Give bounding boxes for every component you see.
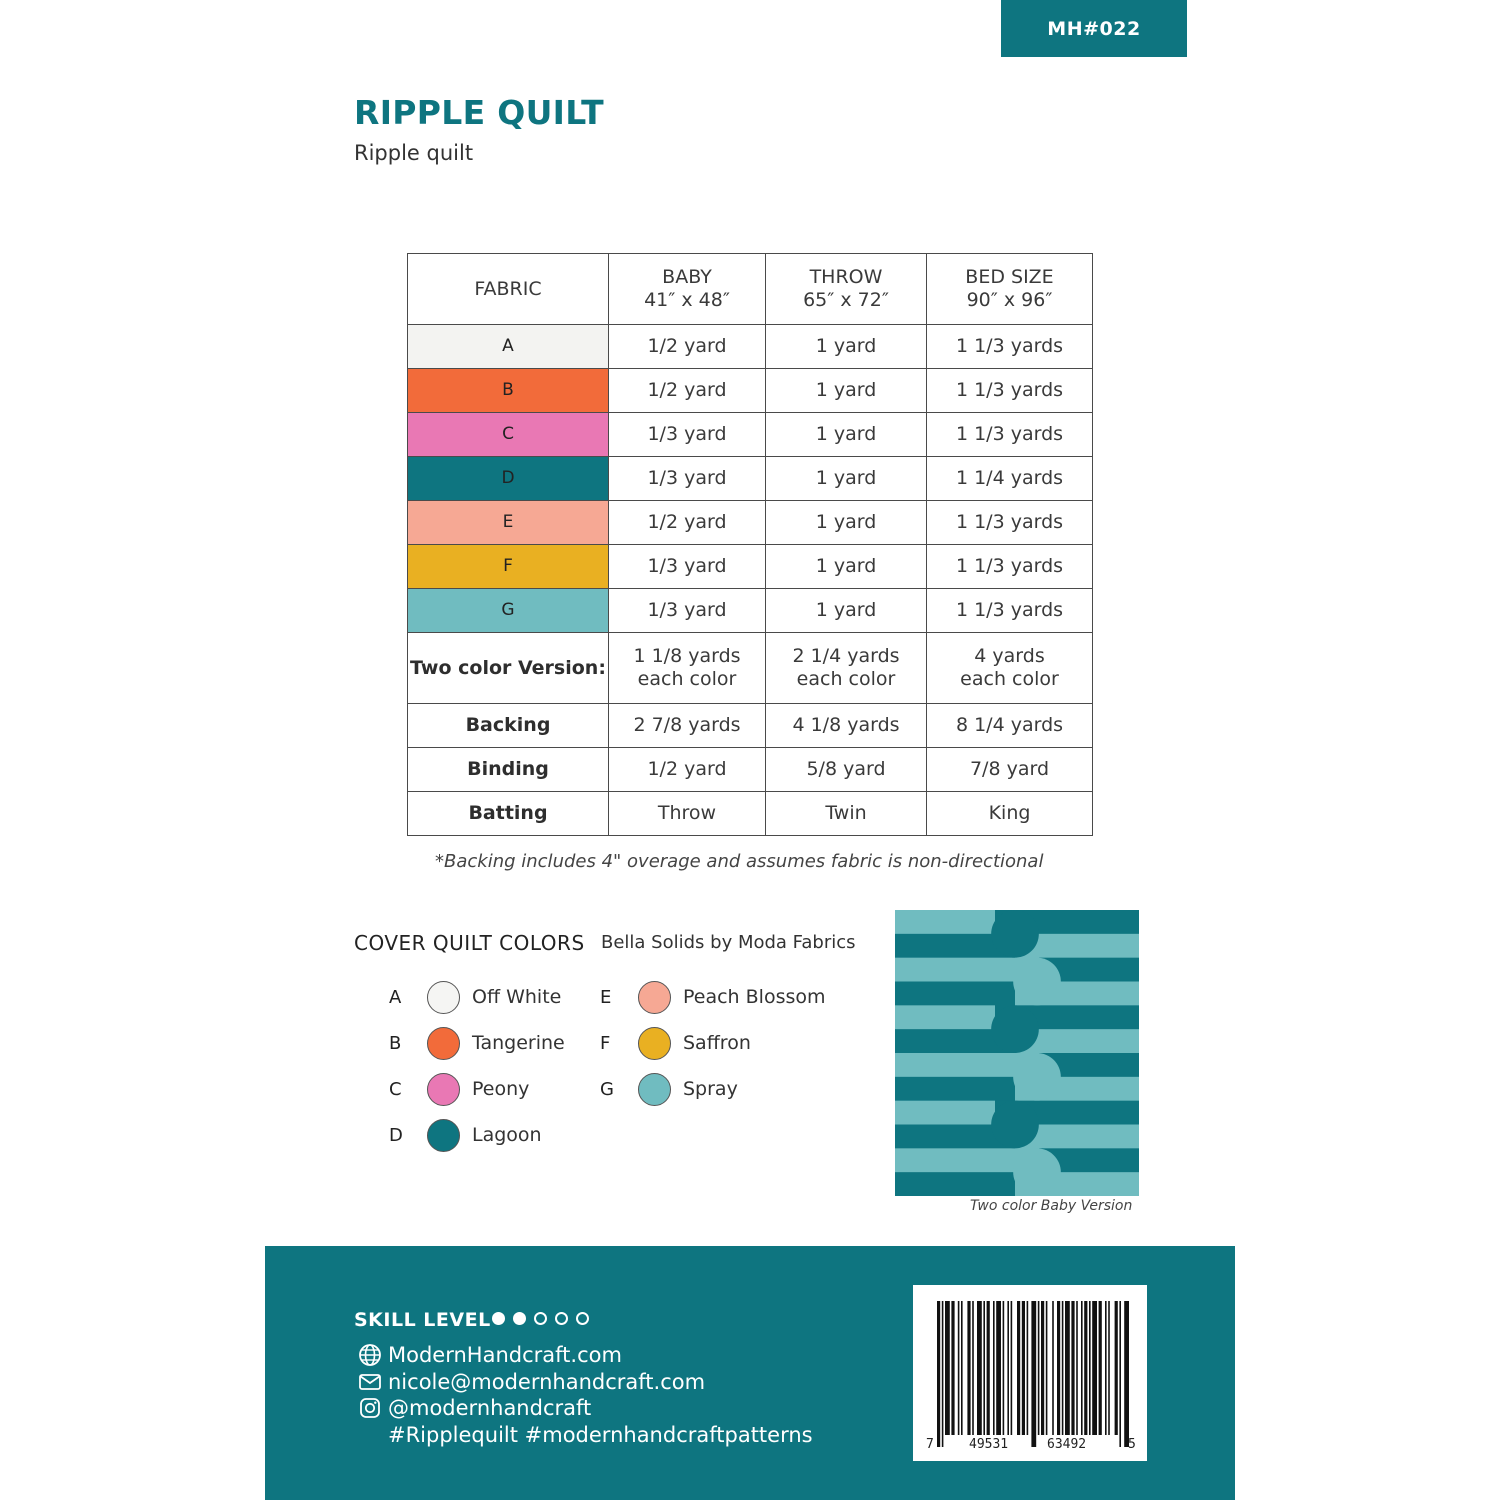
- table-cell: 2 1/4 yards each color: [766, 633, 927, 704]
- fabric-requirements-table: [407, 253, 1093, 836]
- website-link[interactable]: ModernHandcraft.com: [388, 1343, 622, 1367]
- color-legend-item: B Tangerine: [389, 1026, 565, 1060]
- barcode-bar: [1105, 1301, 1107, 1435]
- table-cell: 1 1/3 yards: [927, 589, 1093, 633]
- skill-level-indicator: [492, 1312, 589, 1325]
- barcode-bar: [1124, 1301, 1129, 1447]
- fabric-swatch-c: C: [408, 413, 609, 457]
- table-cell: 1/3 yard: [609, 457, 766, 501]
- barcode-digit: 49531: [969, 1437, 1009, 1452]
- quilt-stripe: [895, 1077, 1015, 1101]
- barcode-bar: [1089, 1301, 1091, 1435]
- color-dot: [427, 981, 460, 1014]
- skill-dot: [513, 1312, 526, 1325]
- barcode-bars: [937, 1301, 1129, 1447]
- quilt-curve: [1013, 1148, 1061, 1196]
- table-cell: 5/8 yard: [766, 748, 927, 792]
- barcode-bar: [1099, 1301, 1102, 1435]
- barcode-bar: [942, 1301, 944, 1447]
- header-fabric: FABRIC: [408, 254, 609, 325]
- table-cell: 7/8 yard: [927, 748, 1093, 792]
- barcode-bar: [1003, 1301, 1005, 1435]
- table-row: [408, 501, 1093, 545]
- color-legend-item: F Saffron: [600, 1026, 751, 1060]
- backing-label: Backing: [408, 704, 609, 748]
- barcode-bar: [996, 1301, 1001, 1435]
- table-cell: 1/2 yard: [609, 325, 766, 369]
- table-row-backing: [408, 704, 1093, 748]
- barcode-bar: [1027, 1301, 1029, 1435]
- table-cell: 4 1/8 yards: [766, 704, 927, 748]
- email-line: [358, 1370, 705, 1394]
- table-row-binding: [408, 748, 1093, 792]
- barcode-bar: [1065, 1301, 1070, 1435]
- barcode-bar: [1041, 1301, 1044, 1435]
- website-line: [358, 1343, 622, 1367]
- barcode-bar: [937, 1301, 940, 1447]
- barcode-bar: [1017, 1301, 1020, 1435]
- barcode-bar: [1092, 1301, 1097, 1435]
- quilt-stripe: [895, 982, 1015, 1006]
- barcode-bar: [1081, 1301, 1083, 1435]
- fabric-swatch-a: A: [408, 325, 609, 369]
- table-cell: 1 yard: [766, 501, 927, 545]
- table-cell: 1 1/3 yards: [927, 369, 1093, 413]
- table-cell: 1 yard: [766, 369, 927, 413]
- mail-icon: [358, 1370, 382, 1394]
- color-legend-item: E Peach Blossom: [600, 980, 826, 1014]
- color-dot: [638, 981, 671, 1014]
- table-cell: 1 yard: [766, 457, 927, 501]
- table-row: [408, 545, 1093, 589]
- quilt-stripe: [895, 910, 995, 934]
- barcode-digit: 5: [1128, 1437, 1136, 1452]
- barcode-bar: [977, 1301, 982, 1435]
- quilt-stripe: [895, 1005, 995, 1029]
- color-dot: [638, 1027, 671, 1060]
- email-link[interactable]: nicole@modernhandcraft.com: [388, 1370, 706, 1394]
- fabric-swatch-d: D: [408, 457, 609, 501]
- quilt-curve: [991, 1101, 1039, 1149]
- barcode-bar: [993, 1301, 995, 1435]
- barcode-digit: 63492: [1047, 1437, 1087, 1452]
- table-cell: 1/3 yard: [609, 589, 766, 633]
- quilt-curve: [991, 1005, 1039, 1053]
- quilt-curve: [991, 910, 1039, 958]
- instagram-icon: [358, 1396, 382, 1420]
- barcode-bar: [1108, 1301, 1110, 1435]
- table-cell: 1 yard: [766, 589, 927, 633]
- header-throw: THROW 65″ x 72″: [766, 254, 927, 325]
- quilt-curve: [1013, 958, 1061, 1006]
- table-cell: King: [927, 792, 1093, 836]
- table-cell: 1 1/3 yards: [927, 413, 1093, 457]
- table-row-two-color: [408, 633, 1093, 704]
- table-cell: 1 1/3 yards: [927, 325, 1093, 369]
- instagram-line: [358, 1396, 591, 1420]
- barcode-bar: [1007, 1301, 1009, 1435]
- barcode-bar: [983, 1301, 985, 1435]
- table-cell: 1/2 yard: [609, 501, 766, 545]
- table-cell: 1 1/3 yards: [927, 545, 1093, 589]
- header-baby: BABY 41″ x 48″: [609, 254, 766, 325]
- table-cell: Throw: [609, 792, 766, 836]
- instagram-handle[interactable]: @modernhandcraft: [388, 1396, 592, 1420]
- color-legend-item: G Spray: [600, 1072, 738, 1106]
- barcode: [913, 1285, 1147, 1461]
- table-cell: 4 yards each color: [927, 633, 1093, 704]
- skill-dot: [492, 1312, 505, 1325]
- table-cell: 8 1/4 yards: [927, 704, 1093, 748]
- table-cell: 1 1/3 yards: [927, 501, 1093, 545]
- globe-icon: [358, 1343, 382, 1367]
- table-row: [408, 589, 1093, 633]
- barcode-bar: [1071, 1301, 1074, 1435]
- barcode-bar: [951, 1301, 954, 1435]
- barcode-bar: [1062, 1301, 1064, 1435]
- fabric-swatch-b: B: [408, 369, 609, 413]
- page-title: RIPPLE QUILT: [354, 93, 604, 132]
- cover-colors-brand: Bella Solids by Moda Fabrics: [601, 932, 856, 953]
- color-dot: [427, 1073, 460, 1106]
- barcode-bar: [1038, 1301, 1040, 1435]
- barcode-digit: 7: [926, 1437, 934, 1452]
- table-cell: Twin: [766, 792, 927, 836]
- quilt-curve: [1013, 1053, 1061, 1101]
- hashtags: #Ripplequilt #modernhandcraftpatterns: [388, 1423, 813, 1447]
- barcode-bar: [1084, 1301, 1087, 1435]
- table-cell: 1 yard: [766, 545, 927, 589]
- barcode-bar: [1022, 1301, 1025, 1435]
- cover-colors-heading: COVER QUILT COLORS: [354, 931, 585, 955]
- barcode-bar: [1046, 1301, 1048, 1435]
- barcode-bar: [958, 1301, 960, 1435]
- color-dot: [427, 1027, 460, 1060]
- table-cell: 1/2 yard: [609, 369, 766, 413]
- binding-label: Binding: [408, 748, 609, 792]
- color-legend-item: C Peony: [389, 1072, 529, 1106]
- fabric-swatch-e: E: [408, 501, 609, 545]
- table-row: [408, 457, 1093, 501]
- barcode-bar: [1052, 1301, 1054, 1435]
- barcode-bar: [1031, 1301, 1036, 1447]
- page-subtitle: Ripple quilt: [354, 141, 474, 165]
- color-dot: [427, 1119, 460, 1152]
- batting-label: Batting: [408, 792, 609, 836]
- quilt-stripe: [895, 1101, 995, 1125]
- pattern-code: MH#022: [1001, 0, 1187, 57]
- color-legend-item: A Off White: [389, 980, 561, 1014]
- table-row: [408, 325, 1093, 369]
- table-cell: 1/3 yard: [609, 545, 766, 589]
- backing-footnote: *Backing includes 4" overage and assumes fabric is non-directional: [435, 851, 1044, 872]
- table-cell: 2 7/8 yards: [609, 704, 766, 748]
- barcode-bar: [1076, 1301, 1078, 1435]
- barcode-bar: [945, 1301, 950, 1435]
- table-cell: 1 1/4 yards: [927, 457, 1093, 501]
- barcode-bar: [1115, 1301, 1118, 1435]
- barcode-bar: [1057, 1301, 1060, 1435]
- table-cell: 1/2 yard: [609, 748, 766, 792]
- fabric-swatch-f: F: [408, 545, 609, 589]
- table-cell: 1 yard: [766, 413, 927, 457]
- color-dot: [638, 1073, 671, 1106]
- skill-dot: [534, 1312, 547, 1325]
- skill-level-label: SKILL LEVEL: [354, 1309, 491, 1331]
- two-color-label: Two color Version:: [408, 633, 609, 704]
- two-color-quilt-image: [895, 910, 1139, 1196]
- table-cell: 1/3 yard: [609, 413, 766, 457]
- quilt-caption: Two color Baby Version: [970, 1198, 1133, 1214]
- color-legend-item: D Lagoon: [389, 1118, 542, 1152]
- skill-dot: [555, 1312, 568, 1325]
- table-cell: 1 yard: [766, 325, 927, 369]
- barcode-bar: [967, 1301, 970, 1435]
- barcode-bar: [1011, 1301, 1013, 1435]
- table-row: [408, 369, 1093, 413]
- barcode-bar: [972, 1301, 974, 1435]
- fabric-swatch-g: G: [408, 589, 609, 633]
- footer-panel: [265, 1246, 1235, 1500]
- barcode-bar: [961, 1301, 963, 1435]
- table-row-batting: [408, 792, 1093, 836]
- barcode-bar: [987, 1301, 990, 1435]
- header-bed-size: BED SIZE 90″ x 96″: [927, 254, 1093, 325]
- table-cell: 1 1/8 yards each color: [609, 633, 766, 704]
- barcode-bar: [1119, 1301, 1121, 1447]
- table-row: [408, 413, 1093, 457]
- quilt-stripe: [895, 1172, 1015, 1196]
- skill-dot: [576, 1312, 589, 1325]
